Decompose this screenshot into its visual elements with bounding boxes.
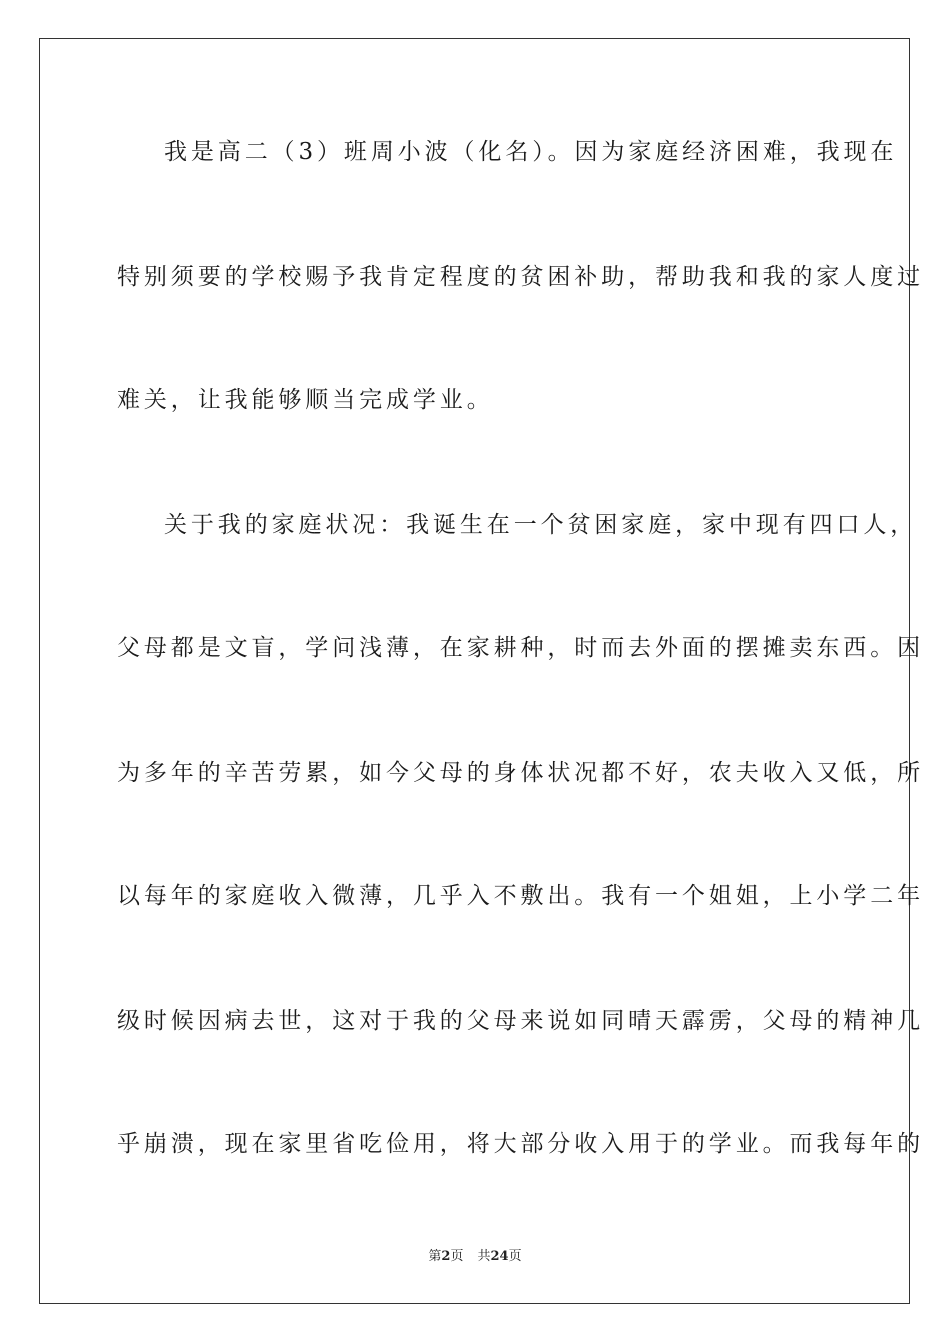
paragraph-line: 难关，让我能够顺当完成学业。 xyxy=(117,387,494,413)
total-page-count: 24 xyxy=(490,1249,509,1264)
paragraph-line: 为多年的辛苦劳累，如今父母的身体状况都不好，农夫收入又低，所 xyxy=(117,760,924,786)
paragraph-line: 级时候因病去世，这对于我的父母来说如同晴天霹雳，父母的精神几 xyxy=(117,1008,924,1034)
page-border xyxy=(39,38,924,1304)
total-suffix: 页 xyxy=(508,1249,522,1264)
page-suffix: 页 xyxy=(450,1249,464,1264)
paragraph-line: 以每年的家庭收入微薄，几乎入不敷出。我有一个姐姐，上小学二年 xyxy=(117,883,924,909)
paragraph-line: 关于我的家庭状况：我诞生在一个贫困家庭，家中现有四口人， xyxy=(164,512,918,538)
paragraph-line: 特别须要的学校赐予我肯定程度的贫困补助，帮助我和我的家人度过 xyxy=(117,264,924,290)
current-page-number: 2 xyxy=(441,1249,451,1264)
total-prefix: 共 xyxy=(477,1249,491,1264)
paragraph-line: 我是高二（3）班周小波（化名）。因为家庭经济困难，我现在 xyxy=(164,139,898,165)
page-footer xyxy=(0,1248,950,1266)
paragraph-line: 乎崩溃，现在家里省吃俭用，将大部分收入用于的学业。而我每年的 xyxy=(117,1131,924,1157)
page-prefix: 第 xyxy=(428,1249,442,1264)
paragraph-line: 父母都是文盲，学问浅薄，在家耕种，时而去外面的摆摊卖东西。因 xyxy=(117,635,924,661)
